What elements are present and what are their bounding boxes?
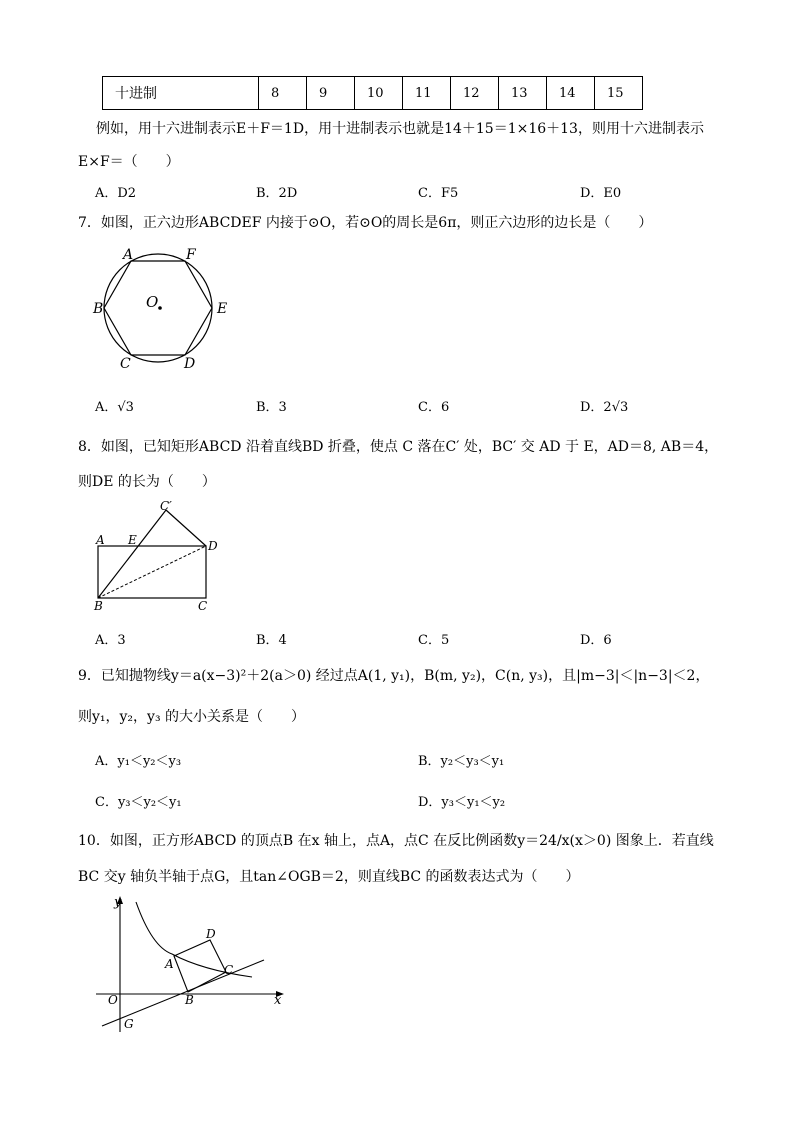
table-cell: 10: [355, 77, 403, 110]
table-cell: 8: [259, 77, 307, 110]
label-e: E: [217, 301, 228, 317]
q9-option-b[interactable]: B．y₂＜y₃＜y₁: [418, 754, 505, 769]
q6-option-d[interactable]: D．E0: [580, 186, 622, 201]
label-f: F: [186, 247, 196, 263]
q6-line1: 例如，用十六进制表示E＋F＝1D，用十进制表示也就是14＋15＝1×16＋13，则用十六进制表示: [96, 121, 704, 137]
label-d: D: [208, 539, 218, 553]
q10-line1: 10．如图，正方形ABCD 的顶点B 在x 轴上，点A，点C 在反比例函数y＝24/x(x＞0) 图象上．若直线: [78, 833, 714, 849]
label-b: B: [93, 301, 104, 317]
rectangle-fold-figure: [88, 498, 228, 616]
label-x-axis: x: [274, 993, 282, 1008]
q6-option-c[interactable]: C．F5: [418, 186, 459, 201]
q10-line2: BC 交y 轴负半轴于点G，且tan∠OGB＝2，则直线BC 的函数表达式为（ ）: [78, 869, 580, 885]
q9-option-a[interactable]: A．y₁＜y₂＜y₃: [95, 754, 182, 769]
q6-option-a[interactable]: A．D2: [95, 186, 137, 201]
table-header-cell: 十进制: [103, 77, 259, 110]
q8-option-b[interactable]: B．4: [256, 633, 287, 648]
label-e: E: [128, 533, 137, 547]
table-cell: 11: [403, 77, 451, 110]
decimal-table: [102, 76, 643, 110]
label-a: A: [165, 957, 174, 971]
label-c-prime: C′: [160, 499, 172, 513]
q7-option-b[interactable]: B．3: [256, 400, 287, 415]
q6-line2: E×F＝（ ）: [78, 154, 180, 170]
table-cell: 9: [307, 77, 355, 110]
label-b: B: [94, 599, 103, 613]
q7-option-a[interactable]: A．√3: [95, 400, 134, 415]
q9-line2: 则y₁，y₂，y₃ 的大小关系是（ ）: [78, 709, 306, 725]
q8-option-a[interactable]: A．3: [95, 633, 126, 648]
table-cell: 13: [499, 77, 547, 110]
label-c: C: [198, 599, 208, 613]
q8-line2: 则DE 的长为（ ）: [78, 474, 216, 490]
table-cell: 15: [595, 77, 643, 110]
q6-option-b[interactable]: B．2D: [256, 186, 298, 201]
label-g: G: [124, 1017, 134, 1031]
q8-option-c[interactable]: C．5: [418, 633, 450, 648]
label-d: D: [206, 927, 216, 941]
q7-question: 7．如图，正六边形ABCDEF 内接于⊙O，若⊙O的周长是6π，则正六边形的边长是（ ）: [78, 215, 653, 231]
table-cell: 14: [547, 77, 595, 110]
label-a: A: [96, 533, 105, 547]
q8-line1: 8．如图，已知矩形ABCD 沿着直线BD 折叠，使点 C 落在C′ 处，BC′ 交 AD 于 E，AD＝8, AB＝4，: [78, 439, 719, 455]
label-o: O: [108, 993, 118, 1007]
q7-option-d[interactable]: D．2√3: [580, 400, 629, 415]
label-y-axis: y: [114, 895, 122, 910]
q9-option-c[interactable]: C．y₃＜y₂＜y₁: [95, 795, 182, 810]
coordinate-figure: [92, 892, 292, 1040]
hexagon-circle-figure: [88, 240, 238, 372]
label-b: B: [185, 993, 194, 1007]
label-a: A: [123, 247, 134, 263]
q9-option-d[interactable]: D．y₃＜y₁＜y₂: [418, 795, 506, 810]
label-c: C: [224, 963, 234, 977]
q9-line1: 9．已知抛物线y＝a(x−3)²＋2(a＞0) 经过点A(1, y₁)，B(m, y₂)，C(n, y₃)，且|m−3|＜|n−3|＜2，: [78, 668, 710, 684]
table-cell: 12: [451, 77, 499, 110]
q8-option-d[interactable]: D．6: [580, 633, 612, 648]
q7-option-c[interactable]: C．6: [418, 400, 450, 415]
label-c: C: [120, 356, 131, 372]
label-o: O: [146, 293, 159, 311]
table-row: [103, 77, 643, 110]
label-d: D: [184, 356, 196, 372]
